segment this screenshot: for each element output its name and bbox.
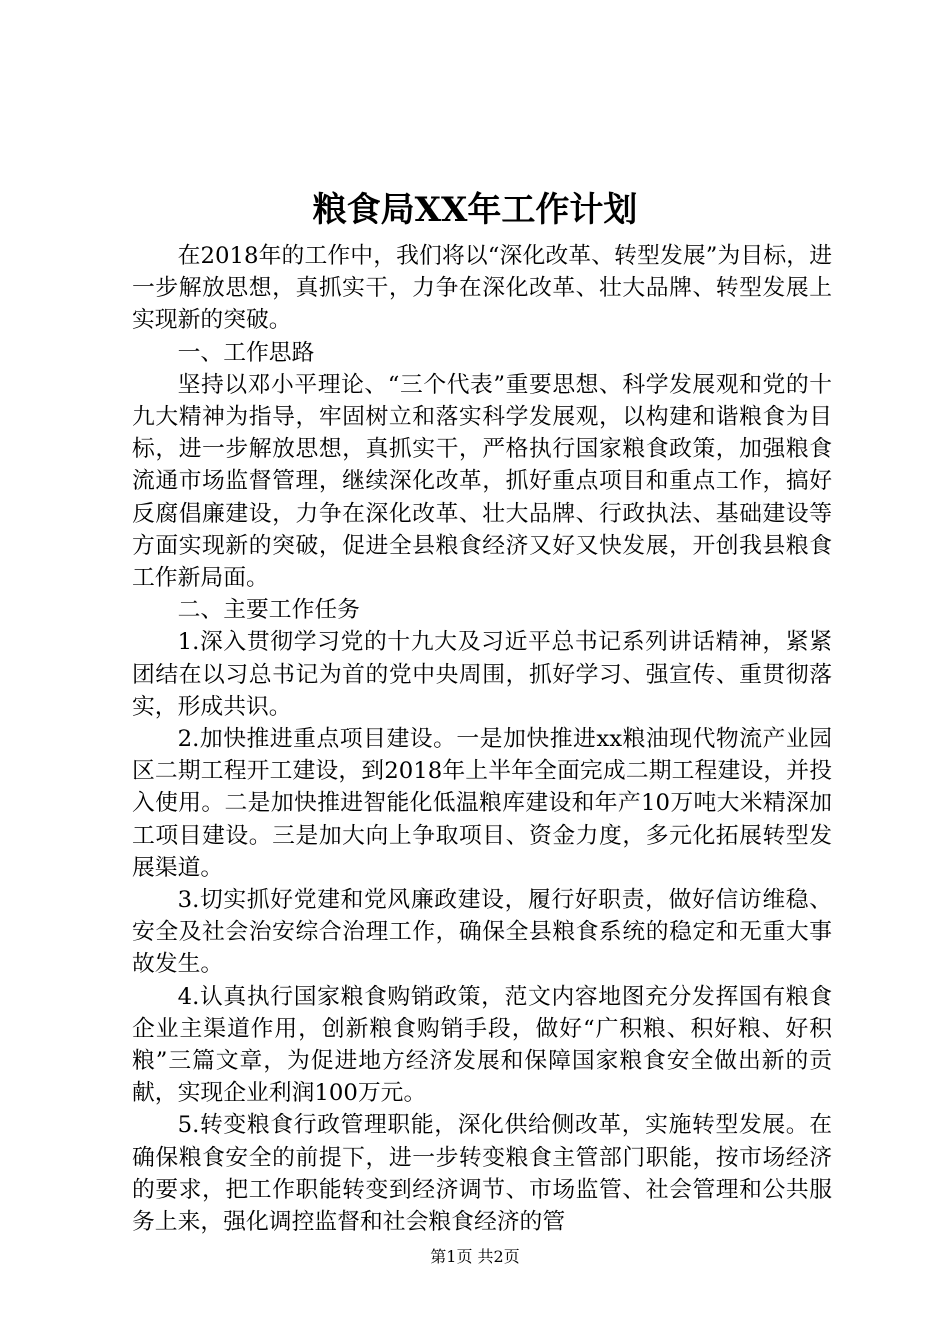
task-item-3: 3.切实抓好党建和党风廉政建设，履行好职责，做好信访维稳、安全及社会治安综合治理工作，确保全县粮食系统的稳定和无重大事故发生。 xyxy=(132,887,832,978)
task-item-5: 5.转变粮食行政管理职能，深化供给侧改革，实施转型发展。在确保粮食安全的前提下，进一步转变粮食主管部门职能，按市场经济的要求，把工作职能转变到经济调节、市场监管、社会管理和公共服务上来，强化调控监督和社会粮食经济的管 xyxy=(132,1112,832,1236)
section-heading-main-tasks: 二、主要工作任务 xyxy=(177,597,360,624)
paragraph-work-ideas: 坚持以邓小平理论、“三个代表”重要思想、科学发展观和党的十九大精神为指导，牢固树立和落实科学发展观，以构建和谐粮食为目标，进一步解放思想，真抓实干，严格执行国家粮食政策，加强粮食流通市场监督管理，继续深化改革，抓好重点项目和重点工作，搞好反腐倡廉建设，力争在深化改革、壮大品牌、行政执法、基础建设等方面实现新的突破，促进全县粮食经济又好又快发展，开创我县粮食工作新局面。 xyxy=(132,371,832,592)
task-item-2: 2.加快推进重点项目建设。一是加快推进xx粮油现代物流产业园区二期工程开工建设，到2018年上半年全面完成二期工程建设，并投入使用。二是加快推进智能化低温粮库建设和年产10万吨大米精深加工项目建设。三是加大向上争取项目、资金力度，多元化拓展转型发展渠道。 xyxy=(132,726,832,881)
task-item-4: 4.认真执行国家粮食购销政策，范文内容地图充分发挥国有粮食企业主渠道作用，创新粮食购销手段，做好“广积粮、积好粮、好积粮”三篇文章，为促进地方经济发展和保障国家粮食安全做出新的贡献，实现企业利润100万元。 xyxy=(132,983,832,1107)
paragraph-intro: 在2018年的工作中，我们将以“深化改革、转型发展”为目标，进一步解放思想，真抓实干，力争在深化改革、壮大品牌、转型发展上实现新的突破。 xyxy=(132,243,832,334)
document-title: 粮食局XX年工作计划 xyxy=(312,190,638,230)
page-footer: 第1页 共2页 xyxy=(430,1247,520,1266)
task-item-1: 1.深入贯彻学习党的十九大及习近平总书记系列讲话精神，紧紧团结在以习总书记为首的党中央周围，抓好学习、强宣传、重贯彻落实，形成共识。 xyxy=(132,629,832,720)
document-body xyxy=(132,240,832,1238)
section-heading-work-ideas: 一、工作思路 xyxy=(177,339,315,366)
